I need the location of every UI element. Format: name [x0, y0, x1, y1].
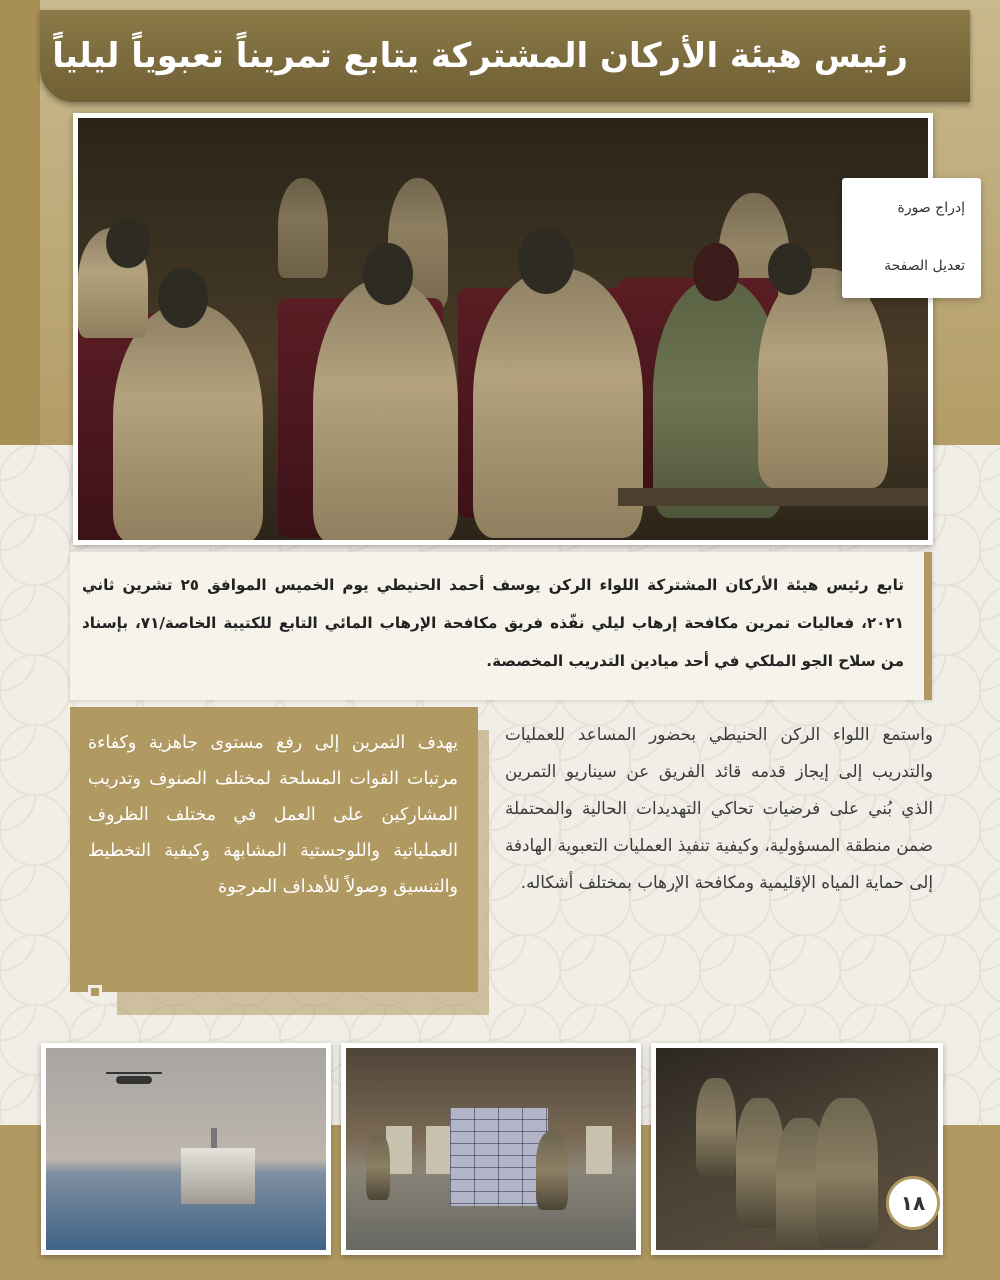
photo-figure [278, 178, 328, 278]
photo-table [618, 488, 928, 506]
page-title: رئيس هيئة الأركان المشتركة يتابع تمريناً تعبوياً ليلياً [52, 36, 908, 76]
photo-head [768, 243, 812, 295]
photo-officer [313, 278, 458, 540]
photo-head [693, 243, 739, 301]
decorative-square [88, 985, 102, 999]
photo-officer [113, 303, 263, 540]
brick-wall [450, 1108, 548, 1206]
ship [181, 1148, 255, 1204]
ship-photo [41, 1043, 331, 1255]
insert-image-menu-item[interactable]: إدراج صورة [897, 200, 965, 216]
title-banner [40, 10, 970, 102]
main-photo [73, 113, 933, 545]
photo-soldier [696, 1078, 736, 1178]
edit-page-menu-item[interactable]: تعديل الصفحة [884, 258, 965, 274]
training-range-photo [341, 1043, 641, 1255]
photo-head [106, 218, 150, 268]
helicopter-rotor [106, 1072, 162, 1074]
photo-head [363, 243, 413, 305]
photo-soldier [366, 1134, 390, 1200]
body-text-column [505, 716, 933, 996]
photo-caption-text: تابع رئيس هيئة الأركان المشتركة اللواء الركن يوسف أحمد الحنيطي يوم الخميس الموافق ٢٥ تشرين ثاني ٢٠٢١، فعاليات تمرين مكافحة إرهاب ليلي نفّذه فريق مكافحة الإرهاب المائي التابع للكتيبة الخاصة/٧١، بإسناد من سلاح الجو الملكي في أحد ميادين التدريب المخصصة. [82, 576, 905, 670]
callout-box [70, 707, 478, 992]
context-menu [842, 178, 981, 298]
training-range-image [346, 1048, 636, 1250]
ship-photo-image [46, 1048, 326, 1250]
photo-officer [758, 268, 888, 488]
left-accent-strip [0, 0, 40, 445]
main-photo-image [78, 118, 928, 540]
ship-mast [211, 1128, 217, 1150]
page-number: ١٨ [886, 1176, 940, 1230]
body-paragraph: واستمع اللواء الركن الحنيطي بحضور المساعد للعمليات والتدريب إلى إيجاز قدمه قائد الفريق عن سيناريو التمرين الذي بُني على فرضيات تحاكي التهديدات الحالية والمحتملة ضمن منطقة المسؤولية، وكيفية تنفيذ العمليات التعبوية الهادفة إلى حماية المياه الإقليمية ومكافحة الإرهاب بمختلف أشكاله. [505, 724, 933, 892]
helicopter [116, 1076, 152, 1084]
range-target [426, 1126, 452, 1174]
photo-caption-box [70, 552, 932, 700]
range-target [586, 1126, 612, 1174]
photo-soldier [816, 1098, 878, 1248]
photo-soldier [536, 1132, 568, 1210]
callout-text: يهدف التمرين إلى رفع مستوى جاهزية وكفاءة مرتبات القوات المسلحة لمختلف الصنوف وتدريب المشاركين على العمل في مختلف الظروف العملياتية واللوجستية المشابهة وكيفية التخطيط والتنسيق وصولاً للأهداف المرجوة [88, 733, 458, 897]
photo-head [518, 228, 574, 294]
photo-head [158, 268, 208, 328]
